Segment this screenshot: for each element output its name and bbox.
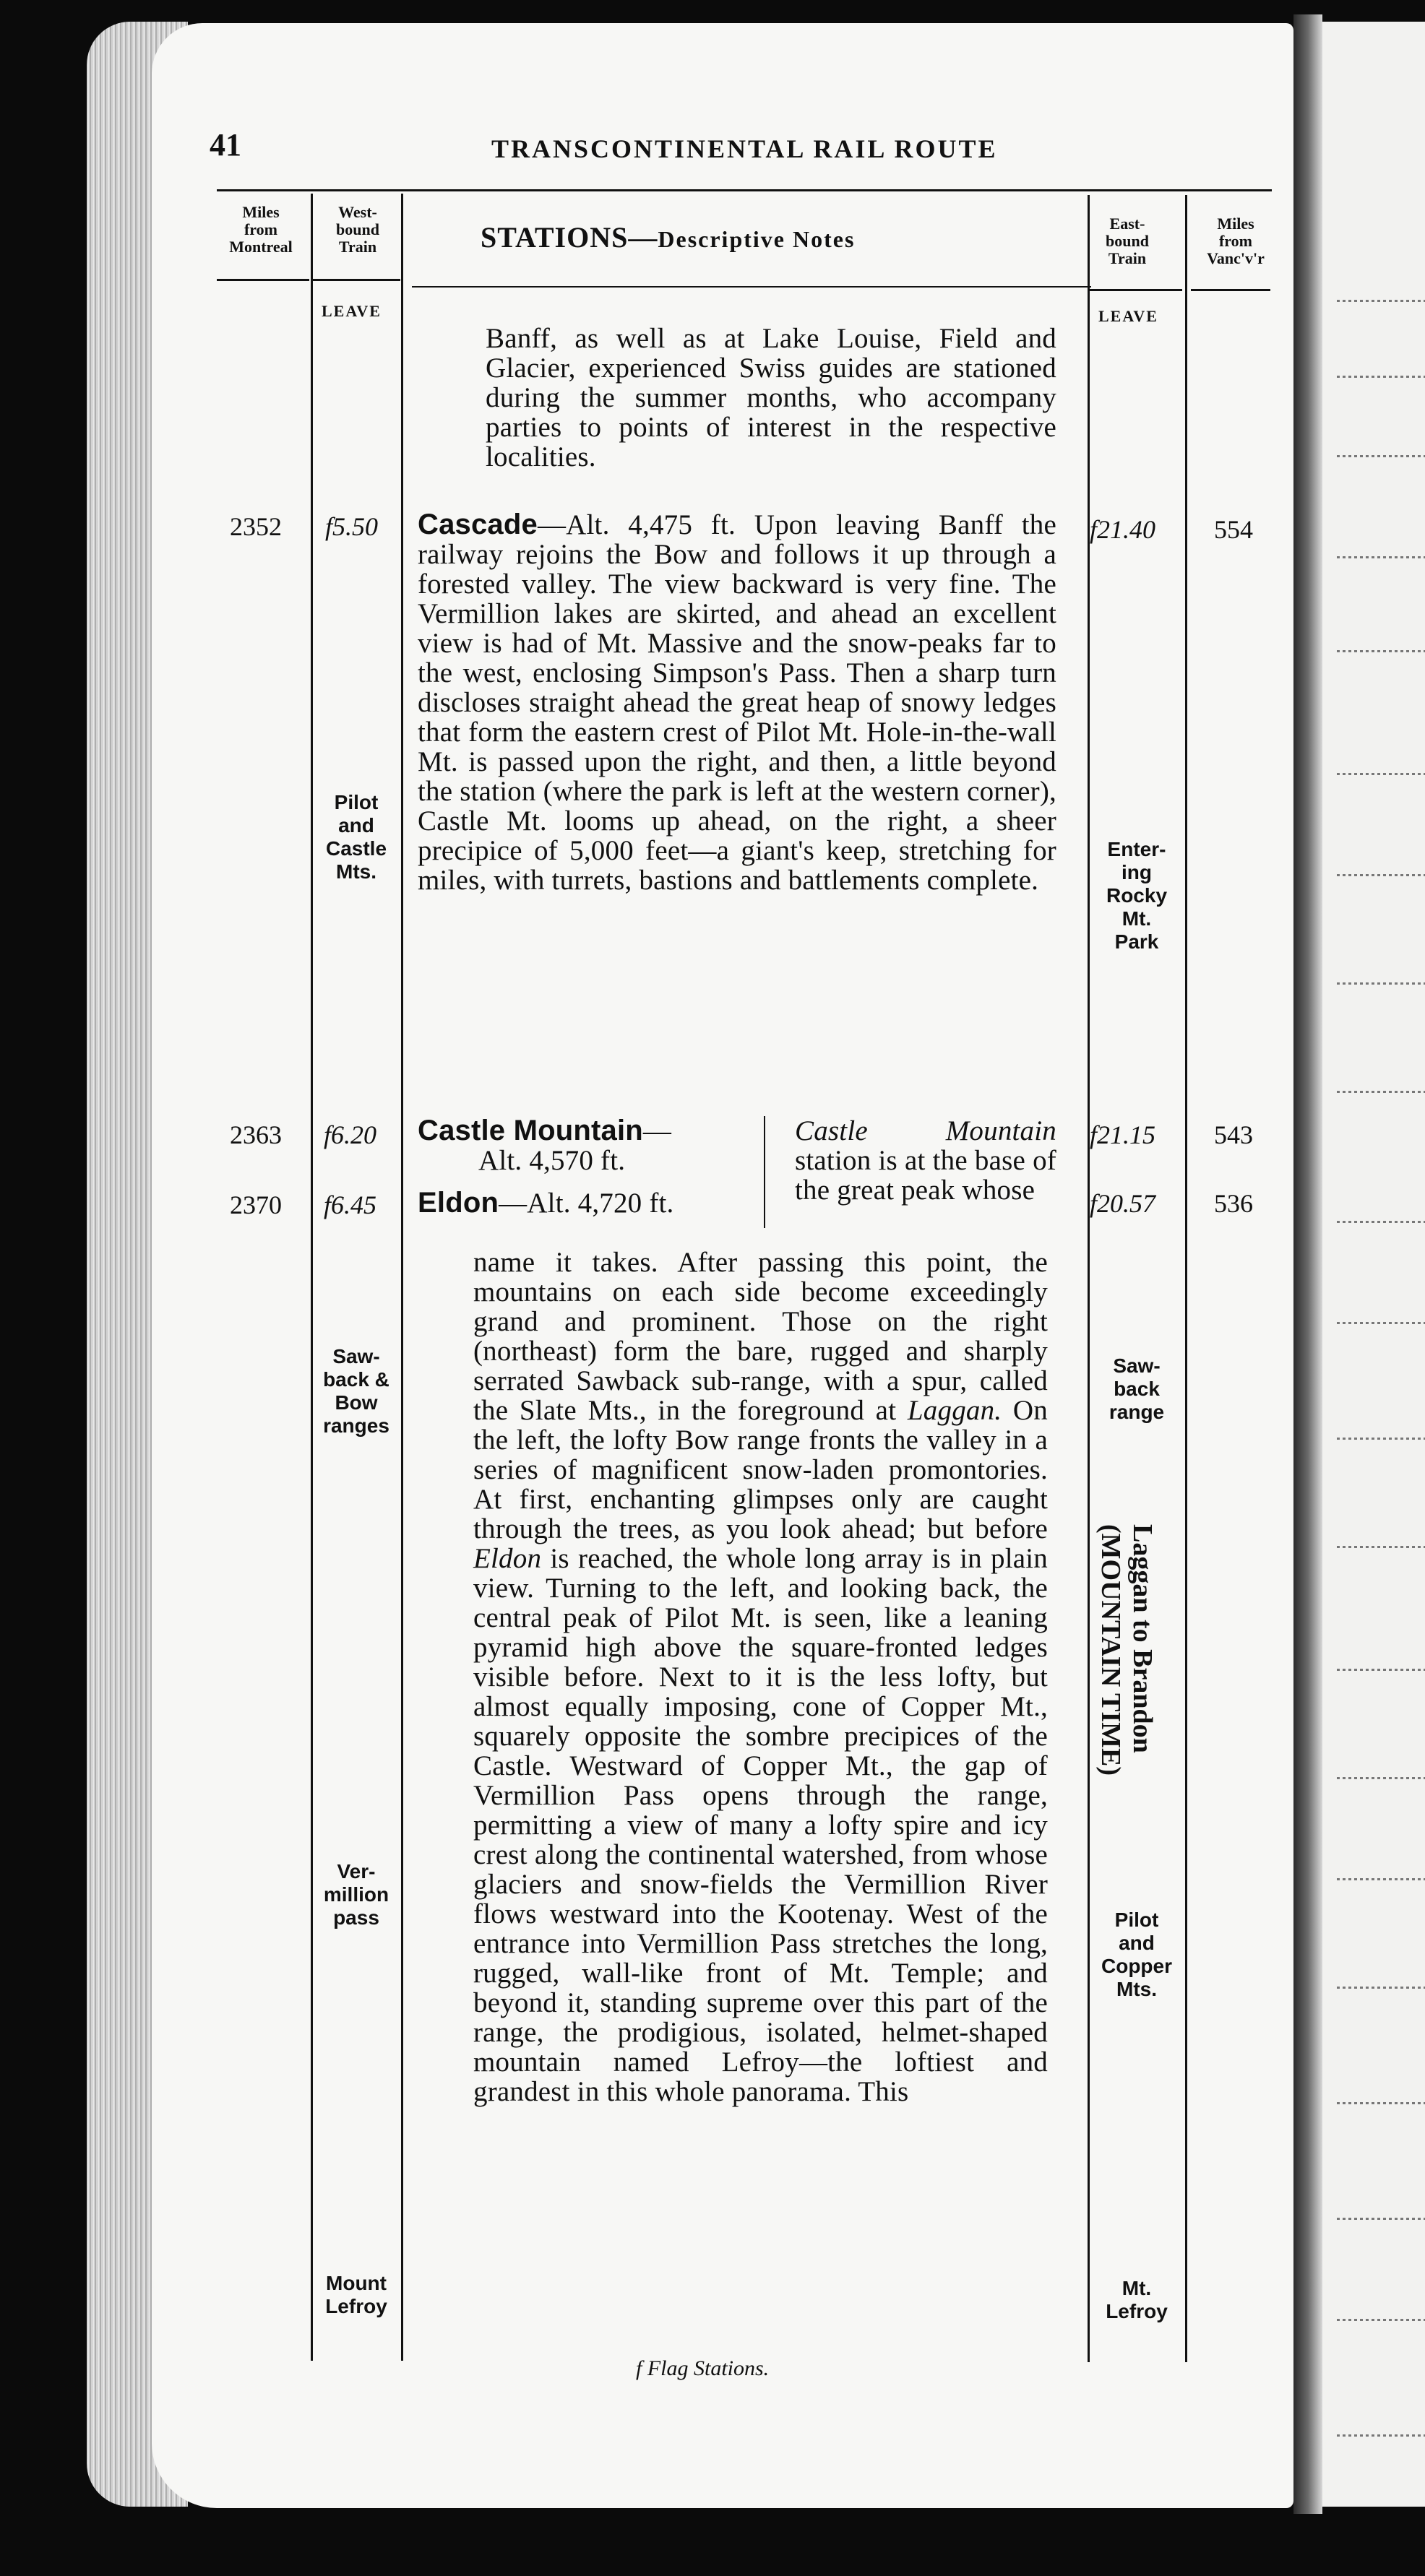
eldon-paragraph xyxy=(473,1248,1048,2106)
col-head-line: from xyxy=(244,220,278,238)
main-title-big: STATIONS xyxy=(481,221,629,254)
side-note-pilot-copper xyxy=(1090,1909,1184,2001)
eldon-text-part: On the left, the lofty Bow range fronts the valley in a series of magnificent snow-laden promontories. At first, enchanting glimpses only are caught through the trees, as you look ahead; but before xyxy=(473,1395,1048,1544)
castle-note-text: station is at the base of the great peak whose xyxy=(795,1145,1056,1206)
facing-page-line xyxy=(1337,1221,1425,1223)
note-line: Enter- xyxy=(1107,838,1166,860)
column-rule xyxy=(1185,195,1187,2362)
facing-page-line xyxy=(1337,2319,1425,2321)
facing-page-line xyxy=(1337,773,1425,775)
note-line: ing xyxy=(1122,861,1152,883)
page-number: 41 xyxy=(210,127,241,163)
note-line: Lefroy xyxy=(1106,2300,1168,2322)
eldon-text-part: name it takes. After passing this point, the mountains on each side become exceedingly grand and prominent. Those on the right (northeast) form the bare, rugged and sharply serrated Sawback sub-range, with a spur, called the Slate Mts., in the foreground at xyxy=(473,1247,1048,1426)
eldon-heading xyxy=(418,1188,765,1218)
note-line: Bow xyxy=(335,1391,378,1414)
col-head-miles-vancouver xyxy=(1192,215,1279,267)
leave-label-west: LEAVE xyxy=(322,302,382,320)
col-head-westbound xyxy=(318,204,397,256)
note-line: Lefroy xyxy=(325,2295,387,2317)
castle-note-italic: Castle Mountain xyxy=(795,1115,1056,1146)
eldon-altitude: —Alt. 4,720 ft. xyxy=(499,1188,674,1219)
main-column-heading xyxy=(481,220,855,254)
header-top-rule xyxy=(217,189,1272,191)
note-line: Saw- xyxy=(1113,1354,1161,1377)
miles-vancouver: 543 xyxy=(1214,1120,1253,1149)
facing-page-line xyxy=(1337,300,1425,302)
column-rule xyxy=(311,194,313,2361)
facing-page-line xyxy=(1337,556,1425,558)
note-line: and xyxy=(338,814,374,837)
westbound-time: f6.20 xyxy=(324,1120,377,1149)
note-line: Mts. xyxy=(336,860,376,883)
time-zone-route: Laggan to Brandon xyxy=(1127,1524,1158,1753)
note-line: Castle xyxy=(325,837,387,860)
side-note-vermillion xyxy=(312,1860,400,1929)
note-line: Park xyxy=(1114,930,1159,953)
miles-montreal: 2352 xyxy=(230,512,282,541)
facing-page-line xyxy=(1337,982,1425,985)
note-line: ranges xyxy=(323,1414,389,1437)
time-zone-label: (MOUNTAIN TIME) xyxy=(1095,1524,1126,1776)
facing-page-line xyxy=(1337,376,1425,378)
cascade-description: Upon leaving Banff the railway rejoins the Bow and follows it up through a forested valley. The view backward is very fine. The Vermillion lakes are skirted, and ahead an excellent view is had of Mt. Massive and the snow-peaks far to the west, enclosing Simpson's Pass. Then a sharp turn discloses straight ahead the great heap of snowy ledges that form the eastern crest of Pilot Mt. Hole-in-the-wall Mt. is passed upon the right, and then, a little beyond the station (where the park is left at the western corner), Castle Mt. looms up ahead, on the right, a sheer precipice of 5,000 feet—a giant's keep, stretching for miles, with turrets, bastions and battlements complete. xyxy=(418,509,1056,896)
side-note-pilot-castle xyxy=(312,791,400,883)
cascade-altitude: —Alt. 4,475 ft. xyxy=(537,509,736,540)
eldon-text-part: is reached, the whole long array is in plain view. Turning to the left, and looking back, the central peak of Pilot Mt. is seen, like a leaning pyramid high above the square-fronted ledges visible before. Next to it is the less lofty, but almost equally imposing, cone of Copper Mt., squarely opposite the sombre precipices of the Castle. Westward of Copper Mt., the gap of Vermillion Pass opens through the range, permitting a view of many a lofty spire and icy crest along the continental watershed, from whose glaciers and snow-fields the Vermillion River flows westward into the Kootenay. West of the entrance into Vermillion Pass stretches the long, rugged, wall-like front of Mt. Temple; and beyond it, standing supreme over this part of the range, the prodigious, isolated, helmet-shaped mountain named Lefroy—the loftiest and grandest in this whole panorama. This xyxy=(473,1543,1048,2107)
note-line: Saw- xyxy=(332,1345,380,1367)
castle-note-paragraph xyxy=(795,1116,1056,1205)
note-line: Rocky xyxy=(1106,884,1168,907)
note-line: Copper xyxy=(1101,1955,1172,1977)
note-line: Pilot xyxy=(1114,1909,1159,1931)
facing-page-line xyxy=(1337,1878,1425,1880)
note-line: Ver- xyxy=(337,1860,376,1883)
time-zone-note xyxy=(1095,1524,1158,1776)
column-rule xyxy=(401,194,403,2361)
header-rule xyxy=(217,279,309,281)
miles-montreal: 2363 xyxy=(230,1120,282,1149)
miles-montreal: 2370 xyxy=(230,1190,282,1219)
side-note-mt-lefroy xyxy=(1090,2277,1184,2323)
note-line: Pilot xyxy=(334,791,379,813)
facing-page-line xyxy=(1337,1322,1425,1324)
note-line: and xyxy=(1119,1932,1155,1954)
facing-page-line xyxy=(1337,455,1425,457)
note-line: Mts. xyxy=(1116,1978,1157,2000)
note-line: back xyxy=(1114,1378,1160,1400)
eastbound-time: f21.40 xyxy=(1090,515,1156,544)
footer-flag-stations: f Flag Stations. xyxy=(636,2356,770,2380)
station-name-eldon: Eldon xyxy=(418,1187,499,1219)
col-head-line: bound xyxy=(336,220,379,238)
facing-page-line xyxy=(1337,874,1425,876)
facing-page-line xyxy=(1337,1669,1425,1671)
note-line: range xyxy=(1108,1401,1165,1423)
westbound-time: f5.50 xyxy=(325,512,379,541)
header-rule xyxy=(1090,289,1182,291)
col-head-line: bound xyxy=(1106,232,1149,250)
col-head-line: Montreal xyxy=(229,238,293,256)
leave-label-east: LEAVE xyxy=(1098,307,1158,325)
col-head-miles-montreal xyxy=(214,204,308,256)
book-gutter xyxy=(1293,14,1322,2514)
side-note-sawback-bow xyxy=(312,1345,400,1438)
castle-mountain-entry xyxy=(418,1116,765,1175)
station-name-cascade: Cascade xyxy=(418,509,538,540)
eldon-italic: Laggan. xyxy=(907,1395,1002,1426)
intro-paragraph: Banff, as well as at Lake Louise, Field and Glacier, experienced Swiss guides are stationed during the summer months, who accompany parties to points of interest in the respective localities. xyxy=(486,323,1056,472)
miles-vancouver: 536 xyxy=(1214,1189,1253,1218)
eastbound-time: f20.57 xyxy=(1090,1189,1156,1218)
header-rule xyxy=(312,279,400,281)
facing-page-line xyxy=(1337,1777,1425,1779)
col-head-eastbound xyxy=(1091,215,1163,267)
cascade-entry xyxy=(418,510,1056,895)
eldon-entry xyxy=(418,1188,765,1218)
castle-mountain-heading xyxy=(418,1116,765,1146)
castle-note xyxy=(795,1116,1056,1205)
side-note-mount-lefroy xyxy=(312,2272,400,2318)
facing-page-line xyxy=(1337,2102,1425,2104)
note-line: pass xyxy=(333,1906,379,1929)
facing-page-line xyxy=(1337,1091,1425,1093)
eldon-italic: Eldon xyxy=(473,1543,542,1574)
facing-page-line xyxy=(1337,1546,1425,1548)
col-head-line: Miles xyxy=(1217,215,1254,233)
header-rule xyxy=(1191,289,1270,291)
note-line: Mt. xyxy=(1122,2277,1152,2299)
station-name-castle-mountain: Castle Mountain xyxy=(418,1115,643,1146)
col-head-line: East- xyxy=(1109,215,1145,233)
main-title-dash: — xyxy=(628,221,658,254)
facing-page-line xyxy=(1337,2434,1425,2437)
note-line: million xyxy=(323,1883,389,1906)
facing-page-edge xyxy=(1322,22,1425,2507)
header-rule xyxy=(412,286,1091,288)
facing-page-line xyxy=(1337,1987,1425,1989)
side-note-entering-park xyxy=(1090,838,1184,954)
facing-page-line xyxy=(1337,650,1425,652)
note-line: Mount xyxy=(326,2272,387,2294)
col-head-line: from xyxy=(1218,232,1253,250)
col-head-line: West- xyxy=(338,203,377,221)
running-title: TRANSCONTINENTAL RAIL ROUTE xyxy=(491,134,998,163)
col-head-line: Miles xyxy=(242,203,280,221)
col-head-line: Train xyxy=(1108,249,1147,267)
side-note-sawback-range xyxy=(1090,1354,1184,1424)
facing-page-line xyxy=(1337,1438,1425,1440)
cascade-paragraph xyxy=(418,510,1056,895)
main-title-small: Descriptive Notes xyxy=(658,226,856,252)
facing-page-line xyxy=(1337,2218,1425,2220)
castle-mountain-altitude: Alt. 4,570 ft. xyxy=(478,1145,626,1176)
eldon-description xyxy=(473,1248,1048,2106)
note-line: back & xyxy=(323,1368,389,1391)
col-head-line: Vanc'v'r xyxy=(1207,249,1265,267)
miles-vancouver: 554 xyxy=(1214,515,1253,544)
westbound-time: f6.45 xyxy=(324,1190,377,1219)
eastbound-time: f21.15 xyxy=(1090,1120,1156,1149)
note-line: Mt. xyxy=(1122,907,1152,930)
castle-dash: — xyxy=(642,1115,672,1146)
col-head-line: Train xyxy=(338,238,377,256)
